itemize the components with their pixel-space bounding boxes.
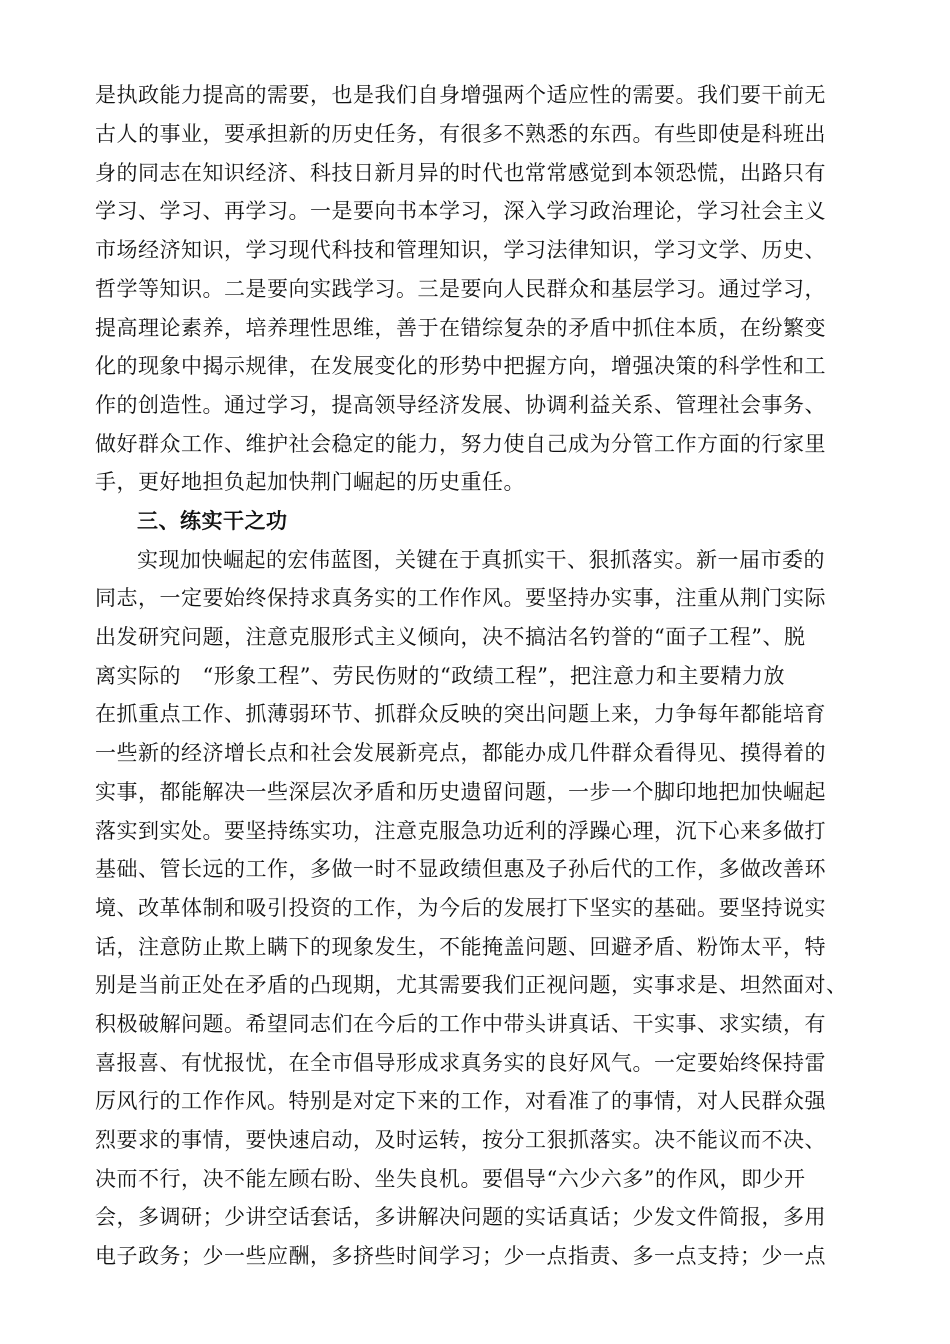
text-line: 烈要求的事情，要快速启动，及时运转，按分工狠抓落实。决不能议而不决、 [95,1128,826,1152]
text-line: 厉风行的工作作风。特别是对定下来的工作，对看准了的事情，对人民群众强 [95,1089,826,1113]
text-line: 出发研究问题，注意克服形式主义倾向，决不搞沽名钓誉的“面子工程”、脱 [95,625,806,649]
section-heading: 三、练实干之功 [137,509,288,533]
text-line: 在抓重点工作、抓薄弱环节、抓群众反映的突出问题上来，力争每年都能培育 [95,702,826,726]
text-line: 一些新的经济增长点和社会发展新亮点，都能办成几件群众看得见、摸得着的 [95,741,826,765]
text-line: 话，注意防止欺上瞒下的现象发生，不能掩盖问题、回避矛盾、粉饰太平，特 [95,935,826,959]
text-line: 会，多调研；少讲空话套话，多讲解决问题的实话真话；少发文件简报，多用 [95,1205,826,1229]
text-line: 喜报喜、有忧报忧，在全市倡导形成求真务实的良好风气。一定要始终保持雷 [95,1051,826,1075]
text-line: 古人的事业，要承担新的历史任务，有很多不熟悉的东西。有些即使是科班出 [95,122,826,146]
text-line: 身的同志在知识经济、科技日新月异的时代也常常感觉到本领恐慌，出路只有 [95,161,826,185]
text-line: 市场经济知识，学习现代科技和管理知识，学习法律知识，学习文学、历史、 [95,238,826,262]
text-line: 作的创造性。通过学习，提高领导经济发展、协调利益关系、管理社会事务、 [95,393,826,417]
text-line: 落实到实处。要坚持练实功，注意克服急功近利的浮躁心理，沉下心来多做打 [95,819,826,843]
text-line: 实现加快崛起的宏伟蓝图，关键在于真抓实干、狠抓落实。新一届市委的 [137,548,825,572]
text-line: 实事，都能解决一些深层次矛盾和历史遗留问题，一步一个脚印地把加快崛起 [95,780,826,804]
text-line: 境、改革体制和吸引投资的工作，为今后的发展打下坚实的基础。要坚持说实 [95,896,826,920]
text-line: 别是当前正处在矛盾的凸现期，尤其需要我们正视问题，实事求是、坦然面对、 [95,973,848,997]
text-line: 学习、学习、再学习。一是要向书本学习，深入学习政治理论，学习社会主义 [95,199,826,223]
text-line: 提高理论素养，培养理性思维，善于在错综复杂的矛盾中抓住本质，在纷繁变 [95,316,826,340]
text-line: 决而不行，决不能左顾右盼、坐失良机。要倡导“六少六多”的作风，即少开 [95,1167,806,1191]
text-line: 是执政能力提高的需要，也是我们自身增强两个适应性的需要。我们要干前无 [95,83,826,107]
text-line: 基础、管长远的工作，多做一时不显政绩但惠及子孙后代的工作，多做改善环 [95,857,826,881]
text-line: 积极破解问题。希望同志们在今后的工作中带头讲真话、干实事、求实绩，有 [95,1012,826,1036]
text-line: 哲学等知识。二是要向实践学习。三是要向人民群众和基层学习。通过学习， [95,277,826,301]
text-line: 同志，一定要始终保持求真务实的工作作风。要坚持办实事，注重从荆门实际 [95,586,826,610]
text-line: 电子政务；少一些应酬，多挤些时间学习；少一点指责、多一点支持；少一点 [95,1244,826,1268]
text-line: 离实际的 “形象工程”、劳民伤财的“政绩工程”，把注意力和主要精力放 [95,664,785,688]
text-line: 化的现象中揭示规律，在发展变化的形势中把握方向，增强决策的科学性和工 [95,354,826,378]
text-line: 手，更好地担负起加快荆门崛起的历史重任。 [95,470,525,494]
text-line: 做好群众工作、维护社会稳定的能力，努力使自己成为分管工作方面的行家里 [95,432,826,456]
